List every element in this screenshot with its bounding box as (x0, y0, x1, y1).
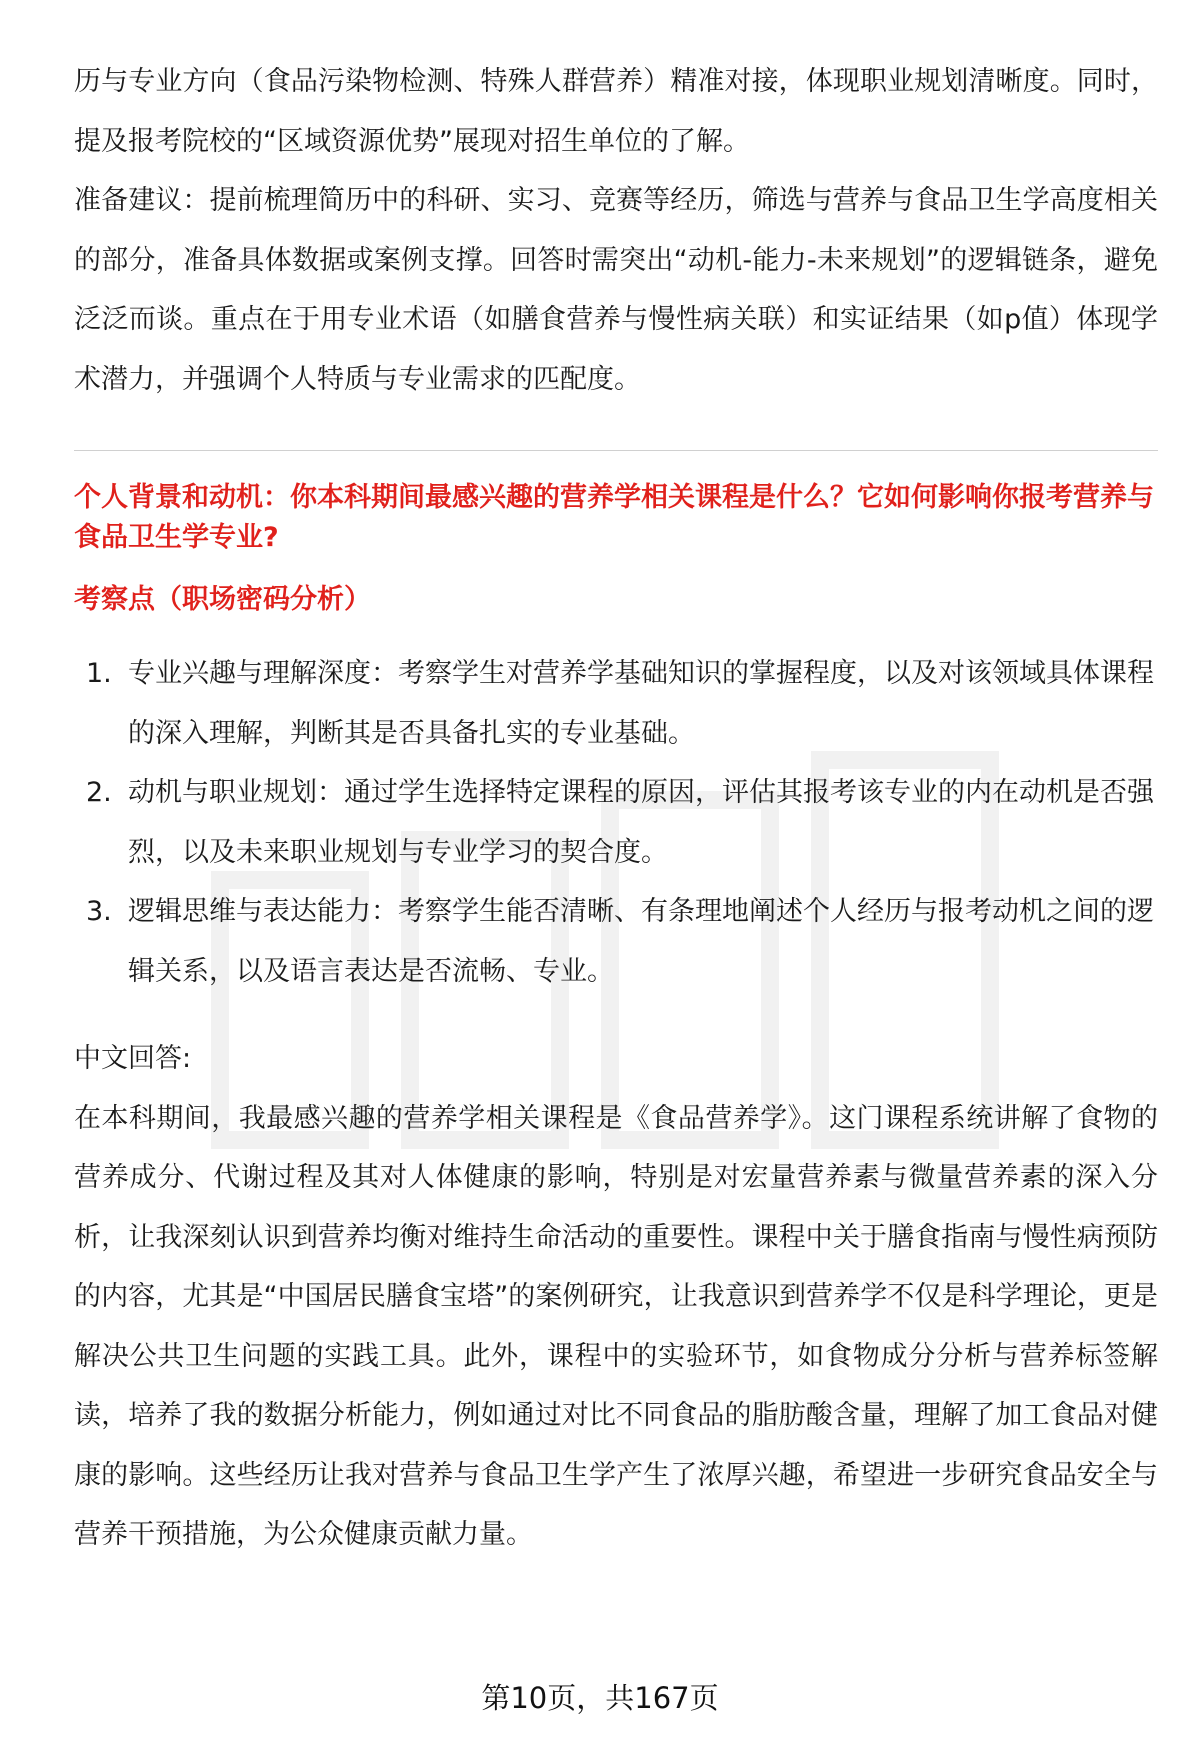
assessment-point (74, 644, 1158, 763)
page-number-footer: 第10页，共167页 (481, 1681, 719, 1715)
point-text: 动机与职业规划：通过学生选择特定课程的原因，评估其报考该专业的内在动机是否强烈，以及未来职业规划与专业学习的契合度。 (128, 777, 1154, 868)
point-number: 3. (86, 896, 112, 927)
section-divider (74, 450, 1158, 451)
answer-body: 在本科期间，我最感兴趣的营养学相关课程是《食品营养学》。这门课程系统讲解了食物的营养成分、代谢过程及其对人体健康的影响，特别是对宏量营养素与微量营养素的深入分析，让我深刻认识到营养均衡对维持生命活动的重要性。课程中关于膳食指南与慢性病预防的内容，尤其是“中国居民膳食宝塔”的案例研究，让我意识到营养学不仅是科学理论，更是解决公共卫生问题的实践工具。此外，课程中的实验环节，如食物成分分析与营养标签解读，培养了我的数据分析能力，例如通过对比不同食品的脂肪酸含量，理解了加工食品对健康的影响。这些经历让我对营养与食品卫生学产生了浓厚兴趣，希望进一步研究食品安全与营养干预措施，为公众健康贡献力量。 (74, 1102, 1158, 1550)
point-text: 逻辑思维与表达能力：考察学生能否清晰、有条理地阐述个人经历与报考动机之间的逻辑关系，以及语言表达是否流畅、专业。 (128, 896, 1154, 987)
preparation-advice: 准备建议：提前梳理简历中的科研、实习、竞赛等经历，筛选与营养与食品卫生学高度相关的部分，准备具体数据或案例支撑。回答时需突出“动机-能力-未来规划”的逻辑链条，避免泛泛而谈。重点在于用专业术语（如膳食营养与慢性病关联）和实证结果（如p值）体现学术潜力，并强调个人特质与专业需求的匹配度。 (74, 185, 1158, 395)
assessment-points-list (74, 644, 1158, 1001)
assessment-point (74, 882, 1158, 1001)
answer-heading: 中文回答: (74, 1043, 192, 1074)
assessment-points-title: 考察点（职场密码分析） (74, 584, 371, 615)
intro-paragraph: 历与专业方向（食品污染物检测、特殊人群营养）精准对接，体现职业规划清晰度。同时，提及报考院校的“区域资源优势”展现对招生单位的了解。 (74, 66, 1158, 157)
question-heading: 个人背景和动机：你本科期间最感兴趣的营养学相关课程是什么？它如何影响你报考营养与食品卫生学专业? (74, 482, 1154, 553)
point-number: 1. (86, 658, 112, 689)
assessment-point (74, 763, 1158, 882)
document-page (74, 52, 1158, 1565)
point-number: 2. (86, 777, 112, 808)
point-text: 专业兴趣与理解深度：考察学生对营养学基础知识的掌握程度，以及对该领域具体课程的深入理解，判断其是否具备扎实的专业基础。 (128, 658, 1154, 749)
